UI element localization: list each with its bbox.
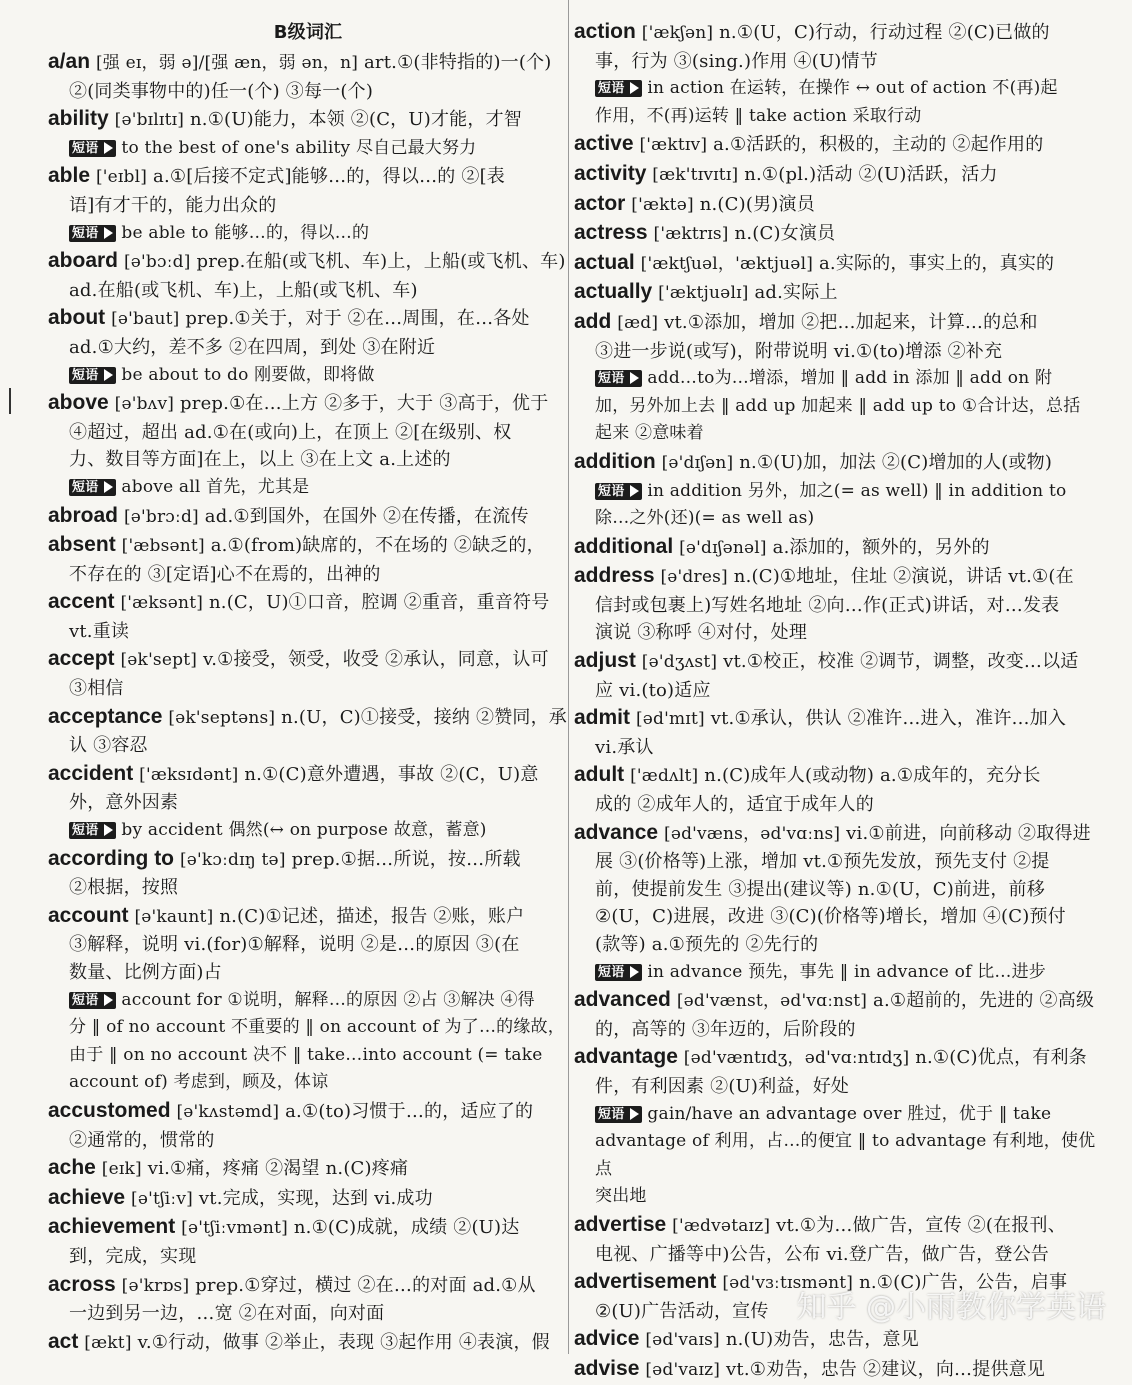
phrase-line: [48, 817, 568, 845]
dictionary-entry: [48, 1097, 568, 1154]
phrase-line: [574, 478, 1110, 506]
definition: a.①活跃的，积极的，主动的 ②起作用的: [707, 134, 1044, 156]
definition-continued: 前，使提前发生 ③提出(建议等) n.①(U，C)前进，前移: [595, 878, 1045, 900]
dictionary-entry: [574, 562, 1110, 647]
dictionary-entry: [574, 1355, 1110, 1385]
phrase-tag: 短语: [69, 225, 116, 242]
dictionary-entry: [48, 760, 568, 845]
dictionary-entry: [574, 1211, 1110, 1268]
phrase-text: 起来 ②意味着: [595, 423, 704, 444]
headword: advise: [574, 1356, 640, 1380]
dictionary-entry: [48, 1213, 568, 1270]
definition: vt.①劝告，忠告 ②建议，向…提供意见: [720, 1358, 1046, 1380]
headword: advertisement: [574, 1270, 717, 1294]
phrase-line: [48, 135, 568, 163]
definition: vi.①前进，向前移动 ②取得进: [840, 822, 1091, 844]
entry-first-line: [574, 160, 1110, 190]
dictionary-entry: [48, 588, 568, 645]
definition: v.①接受，领受，收受 ②承认，同意，认可: [197, 649, 549, 671]
dictionary-entry: [574, 1043, 1110, 1211]
phonetic: ['ædvətaɪz]: [672, 1215, 771, 1236]
phonetic: [əd'vaɪs]: [645, 1330, 720, 1351]
headword: addition: [574, 449, 656, 473]
entry-first-line: [48, 1154, 568, 1184]
definition: art.①(非特指的)一(个): [358, 52, 552, 73]
definition: prep.①关于，对于 ②在…周围，在…各处: [179, 308, 530, 330]
phrase-text: 分 ‖ of no account 不重要的 ‖ on account of 为了…的缘故，: [69, 1017, 565, 1038]
headword: active: [574, 132, 634, 156]
headword: abroad: [48, 503, 119, 527]
phrase-text: in action 在运转，在操作 ↔ out of action 不(再)起: [647, 78, 1058, 99]
headword: adjust: [574, 649, 636, 673]
headword: add: [574, 309, 612, 333]
dictionary-entry: [574, 647, 1110, 704]
definition-continued: ad.①大约，差不多 ②在四周，到处 ③在附近: [69, 336, 436, 358]
phrase-text: 除…之外(还)(= as well as): [595, 508, 815, 529]
phrase-line: [574, 959, 1110, 987]
headword: actor: [574, 191, 626, 215]
dictionary-entry: [48, 502, 568, 532]
headword: advance: [574, 820, 659, 844]
phrase-tag: 短语: [69, 140, 116, 157]
definition-continued: 语]有才干的，能力出众的: [69, 194, 277, 216]
definition-continued: 件，有利因素 ②(U)利益，好处: [595, 1075, 850, 1097]
entry-first-line: [574, 249, 1110, 279]
headword: absent: [48, 533, 116, 557]
definition: n.(C)成年人(或动物) a.①成年的，充分长: [698, 765, 1041, 787]
entry-first-line: [574, 819, 1110, 849]
phrase-line: [574, 103, 1110, 131]
phonetic: [ə'kɔːdɪŋ tə]: [179, 849, 286, 870]
definition-continued: 不存在的 ③[定语]心不在焉的，出神的: [69, 563, 381, 585]
entry-first-line: [48, 645, 568, 675]
definition: n.(C)(男)演员: [693, 193, 815, 215]
phonetic: [əd'væntɪdʒ，əd'vɑːntɪdʒ]: [683, 1048, 910, 1069]
phrase-tag: 短语: [595, 370, 642, 387]
phonetic: [ə'dʒʌst]: [641, 652, 718, 673]
headword: activity: [574, 161, 647, 185]
phrase-tag: 短语: [595, 483, 642, 500]
entry-first-line: [48, 1271, 568, 1301]
phrase-line: [574, 75, 1110, 103]
phrase-text: 突出地: [595, 1186, 647, 1207]
phonetic: [æk'tɪvɪtɪ]: [652, 164, 739, 185]
definition: vt.①添加，增加 ②把…加起来，计算…的总和: [658, 311, 1038, 333]
entry-first-line: [48, 760, 568, 790]
entry-first-line: [574, 1355, 1110, 1385]
definition: vt.完成，实现，达到 vi.成功: [193, 1187, 433, 1209]
definition: prep.①据…所说，按…所载: [285, 848, 521, 870]
entry-first-line: [48, 902, 568, 932]
headword: accent: [48, 590, 115, 614]
definition: a.①(to)习惯于…的，适应了的: [279, 1100, 534, 1122]
dictionary-entry: [48, 1328, 568, 1358]
watermark: 知乎 @小雨教你学英语: [796, 1290, 1106, 1325]
phonetic: [ə'tʃiːvmənt]: [181, 1218, 288, 1239]
entry-first-line: [48, 162, 568, 192]
phonetic: [əd'vaɪz]: [645, 1359, 721, 1380]
headword: advantage: [574, 1045, 678, 1069]
phonetic: [ə'kaunt]: [134, 906, 214, 927]
definition: ad.实际上: [748, 282, 838, 304]
dictionary-entry: [48, 1184, 568, 1214]
headword: account: [48, 903, 129, 927]
phrase-line: [48, 220, 568, 248]
definition-continued: 数量、比例方面)占: [69, 962, 222, 983]
definition-continued: 事，行为 ③(sing.)作用 ④(U)情节: [595, 50, 878, 72]
column-divider: [568, 0, 569, 1354]
definition: ad.①到国外，在国外 ②在传播，在流传: [198, 505, 529, 527]
headword: additional: [574, 534, 674, 558]
phrase-line: [48, 362, 568, 390]
phonetic: [æd]: [617, 312, 659, 333]
phrase-text: gain/have an advantage over 胜过，优于 ‖ take: [647, 1103, 1052, 1124]
dictionary-entry: [574, 448, 1110, 533]
phonetic: ['æktɪv]: [639, 135, 708, 156]
dictionary-entry: [48, 247, 568, 304]
definition: n.①(C)意外遭遇，事故 ②(C，U)意: [238, 763, 539, 785]
entry-first-line: [574, 18, 1110, 48]
phrase-text: 加，另外加上去 ‖ add up 加起来 ‖ add up to ①合计达，总括: [595, 395, 1081, 416]
headword: actress: [574, 221, 648, 245]
headword: ability: [48, 107, 109, 131]
definition: n.(U，C)①接受，接纳 ②赞同，承: [275, 706, 568, 728]
dictionary-entry: [48, 531, 568, 588]
definition: prep.①在…上方 ②多于，大于 ③高于，优于: [174, 393, 549, 415]
definition: n.(U)劝告，忠告，意见: [719, 1329, 919, 1351]
headword: advertise: [574, 1212, 667, 1236]
definition: n.①(C)成就，成绩 ②(U)达: [287, 1217, 520, 1239]
entry-first-line: [574, 448, 1110, 478]
headword: advice: [574, 1327, 640, 1351]
definition: n.①(U)能力，本领 ②(C，U)才能，才智: [184, 109, 522, 131]
definition: vt.①为…做广告，宣传 ②(在报刊、: [770, 1214, 1066, 1236]
definition-continued: 成的 ②成年人的，适宜于成年人的: [595, 794, 874, 816]
entry-first-line: [574, 308, 1110, 338]
definition: n.(C)①记述，描述，报告 ②账，账户: [213, 905, 525, 927]
phrase-text: by accident 偶然(↔ on purpose 故意，蓄意): [121, 820, 487, 841]
dictionary-entry: [574, 819, 1110, 987]
phrase-line: [48, 987, 568, 1015]
definition-continued: 展 ③(价格等)上涨，增加 vt.①预先发放，预先支付 ②提: [595, 851, 1050, 873]
phonetic: ['ækʃən]: [641, 23, 714, 43]
phonetic: ['æbsənt]: [121, 536, 205, 557]
phonetic: [ə'bʌv]: [114, 394, 175, 415]
entry-first-line: [574, 704, 1110, 734]
phonetic: [eɪk]: [101, 1159, 142, 1180]
headword: address: [574, 564, 655, 588]
dictionary-entry: [48, 902, 568, 1097]
definition-continued: 外，意外因素: [69, 792, 179, 814]
phrase-line: [574, 1183, 1110, 1211]
definition: n.(C)女演员: [728, 223, 836, 245]
definition-continued: 信封或包裹上)写姓名地址 ②向…作(正式)讲话，对…发表: [595, 594, 1060, 616]
dictionary-entry: [574, 190, 1110, 220]
phonetic: [ə'tʃiːv]: [130, 1188, 193, 1209]
headword: advanced: [574, 988, 671, 1012]
phrase-line: [574, 1101, 1110, 1129]
entry-first-line: [574, 219, 1110, 249]
definition: a.①(from)缺席的，不在场的 ②缺乏的，: [204, 535, 545, 557]
phrase-text: account for ①说明，解释…的原因 ②占 ③解决 ④得: [121, 989, 535, 1010]
entry-first-line: [48, 1097, 568, 1127]
phonetic: [əd'væns，əd'vɑːns]: [663, 823, 841, 844]
entry-first-line: [48, 48, 568, 78]
entry-first-line: [48, 703, 568, 733]
phonetic: ['æksənt]: [120, 593, 204, 614]
definition-continued: vi.承认: [595, 736, 654, 758]
definition: prep.①穿过，横过 ②在…的对面 ad.①从: [189, 1274, 536, 1296]
phrase-tag: 短语: [595, 80, 642, 97]
entry-first-line: [574, 647, 1110, 677]
dictionary-entry: [48, 105, 568, 162]
headword: action: [574, 20, 636, 43]
phrase-tag: 短语: [69, 992, 116, 1009]
definition: n.①(U，C)行动，行动过程 ②(C)已做的: [713, 22, 1050, 43]
phonetic: ['æktrɪs]: [653, 224, 729, 245]
phrase-tag: 短语: [69, 479, 116, 496]
headword: accident: [48, 761, 134, 785]
phrase-text: above all 首先，尤其是: [121, 476, 310, 497]
definition: vi.①痛，疼痛 ②渴望 n.(C)疼痛: [141, 1158, 409, 1180]
definition: v.①行动，做事 ②举止，表现 ③起作用 ④表演，假: [131, 1331, 550, 1353]
dictionary-entry: [574, 18, 1110, 130]
definition-continued: 应 vi.(to)适应: [595, 679, 711, 701]
phrase-line: [48, 1014, 568, 1042]
definition-continued: 演说 ③称呼 ④对付，处理: [595, 622, 808, 644]
phrase-line: [48, 1069, 568, 1097]
phonetic: [ə'dres]: [660, 567, 728, 588]
entry-first-line: [574, 1325, 1110, 1355]
section-title: B级词汇: [273, 22, 343, 43]
definition: vt.①校正，校准 ②调节，调整，改变…以适: [717, 651, 1079, 673]
headword: accept: [48, 647, 115, 671]
phonetic: [əd'mɪt]: [635, 709, 705, 730]
phonetic: [ə'bɔːd]: [123, 252, 191, 273]
definition-continued: ④超过，超出 ad.①在(或向)上，在顶上 ②[在级别、权: [69, 421, 512, 443]
phrase-tag: 短语: [595, 1106, 642, 1123]
dictionary-entry: [574, 249, 1110, 279]
headword: across: [48, 1272, 116, 1296]
entry-first-line: [48, 389, 568, 419]
entry-first-line: [48, 304, 568, 334]
entry-first-line: [48, 845, 568, 875]
headword: aboard: [48, 249, 119, 273]
headword: achieve: [48, 1185, 126, 1209]
dictionary-entry: [574, 308, 1110, 448]
definition: a.添加的，额外的，另外的: [766, 536, 990, 558]
entry-first-line: [574, 190, 1110, 220]
phrase-line: [574, 393, 1110, 421]
definition: n.①(C)广告，公告，启事: [853, 1272, 1068, 1294]
dictionary-entry: [574, 278, 1110, 308]
definition-continued: vt.重读: [69, 620, 130, 642]
entry-first-line: [574, 1043, 1110, 1073]
dictionary-entry: [574, 219, 1110, 249]
entry-first-line: [48, 531, 568, 561]
headword: acceptance: [48, 704, 163, 728]
phonetic: [ək'septəns]: [168, 707, 276, 728]
phonetic: [ə'dɪʃən]: [661, 452, 734, 473]
phonetic: ['æktjuəlɪ]: [658, 283, 749, 304]
dictionary-entry: [48, 1154, 568, 1184]
dictionary-entry: [48, 1271, 568, 1328]
definition-continued: ③相信: [69, 678, 124, 700]
phonetic: ['ædʌlt]: [630, 766, 699, 787]
entry-first-line: [48, 1328, 568, 1358]
dictionary-entry: [574, 704, 1110, 761]
definition: n.①(C)优点，有利条: [909, 1047, 1087, 1069]
phrase-line: [48, 1042, 568, 1070]
headword: actual: [574, 250, 635, 274]
phrase-text: be about to do 刚要做，即将做: [121, 364, 375, 385]
phonetic: ['æktə]: [631, 194, 694, 215]
definition-continued: ad.在船(或飞机、车)上，上船(或飞机、车): [69, 279, 418, 301]
headword: above: [48, 391, 109, 415]
phonetic: ['eɪbl]: [95, 167, 148, 188]
dictionary-entry: [48, 48, 568, 105]
definition-continued: 认 ③容忍: [69, 735, 148, 757]
phonetic: [ə'dɪʃənəl]: [679, 537, 767, 558]
entry-first-line: [574, 130, 1110, 160]
dictionary-entry: [48, 162, 568, 247]
entry-first-line: [574, 761, 1110, 791]
phonetic: [ə'kʌstəmd]: [176, 1101, 280, 1122]
right-column: [574, 18, 1110, 1385]
entry-first-line: [48, 1184, 568, 1214]
definition-continued: ③进一步说(或写)，附带说明 vi.①(to)增添 ②补充: [595, 340, 1003, 362]
definition-continued: ③解释，说明 vi.(for)①解释，说明 ②是…的原因 ③(在: [69, 934, 520, 956]
headword: actually: [574, 280, 653, 304]
headword: achievement: [48, 1215, 176, 1239]
definition: n.(C)①地址，住址 ②演说，讲话 vt.①(在: [727, 566, 1074, 588]
entry-first-line: [574, 1211, 1110, 1241]
headword: accustomed: [48, 1098, 171, 1122]
phrase-line: [574, 365, 1110, 393]
definition-continued: 力、数目等方面]在上，以上 ③在上文 a.上述的: [69, 449, 451, 471]
definition: n.①(pl.)活动 ②(U)活跃，活力: [738, 163, 998, 185]
entry-first-line: [574, 562, 1110, 592]
phonetic: [ək'sept]: [120, 650, 198, 671]
definition-continued: ②通常的，惯常的: [69, 1129, 215, 1151]
definition-continued: 一边到另一边，…宽 ②在对面，向对面: [69, 1303, 385, 1325]
entry-first-line: [48, 105, 568, 135]
phrase-line: [574, 420, 1110, 448]
definition-continued: (款等) a.①预先的 ②先行的: [595, 934, 819, 955]
phonetic: [强 eɪ，弱 ə]/[强 æn，弱 ən，n]: [95, 53, 359, 73]
phonetic: [əd'vɜːtɪsmənt]: [722, 1273, 854, 1294]
phrase-text: to the best of one's ability 尽自己最大努力: [121, 137, 477, 158]
dictionary-entry: [574, 761, 1110, 818]
entry-first-line: [48, 1213, 568, 1243]
headword: according to: [48, 846, 175, 870]
phonetic: [ə'baut]: [111, 309, 180, 330]
definition-continued: 的，高等的 ③年迈的，后阶段的: [595, 1018, 856, 1040]
phrase-text: advantage of 利用，占…的便宜 ‖ to advantage 有利地，使优点: [595, 1131, 1096, 1179]
definition: n.(C，U)①口音，腔调 ②重音，重音符号: [203, 592, 550, 614]
phrase-line: [574, 505, 1110, 533]
definition: vt.①承认，供认 ②准许…进入，准许…加入: [704, 708, 1067, 730]
entry-first-line: [48, 502, 568, 532]
phrase-text: in advance 预先，事先 ‖ in advance of 比…进步: [647, 961, 1047, 982]
dictionary-entry: [574, 160, 1110, 190]
phonetic: [ækt]: [84, 1332, 132, 1353]
definition: n.①(U)加，加法 ②(C)增加的人(或物): [733, 451, 1053, 473]
phonetic: ['æksɪdənt]: [139, 764, 239, 785]
entry-first-line: [48, 588, 568, 618]
definition: prep.在船(或飞机、车)上，上船(或飞机、车): [190, 251, 566, 273]
dictionary-entry: [574, 1325, 1110, 1355]
definition-continued: ②(同类事物中的)任一(个) ③每一(个): [69, 80, 374, 102]
headword: ache: [48, 1156, 96, 1180]
definition-continued: 到，完成，实现: [69, 1245, 197, 1267]
phrase-line: [574, 1128, 1110, 1183]
definition-continued: 电视、广播等中)公告，公布 vi.登广告，做广告，登公告: [595, 1243, 1049, 1265]
definition: a.实际的，事实上的，真实的: [813, 252, 1055, 274]
headword: act: [48, 1329, 79, 1353]
dictionary-entry: [48, 389, 568, 501]
definition-continued: ②(U，C)进展，改进 ③(C)(价格等)增长，增加 ④(C)预付: [595, 906, 1066, 928]
definition-continued: ②根据，按照: [69, 877, 179, 899]
phonetic: [ə'brɔːd]: [123, 506, 199, 527]
entry-first-line: [574, 533, 1110, 563]
definition: a.①超前的，先进的 ②高级: [867, 990, 1095, 1012]
phonetic: ['æktʃuəl，'æktjuəl]: [640, 253, 814, 274]
headword: a/an: [48, 50, 91, 73]
phrase-text: 作用，不(再)运转 ‖ take action 采取行动: [595, 105, 922, 126]
phrase-text: account of) 考虑到，顾及，体谅: [69, 1072, 329, 1093]
phrase-tag: 短语: [69, 367, 116, 384]
phrase-text: be able to 能够…的，得以…的: [121, 222, 370, 243]
dictionary-entry: [574, 533, 1110, 563]
dictionary-entry: [48, 845, 568, 902]
dictionary-entry: [48, 645, 568, 702]
phrase-tag: 短语: [595, 964, 642, 981]
dictionary-entry: [48, 703, 568, 760]
margin-pen-mark: [9, 388, 11, 414]
definition-continued: ②(U)广告活动，宣传: [595, 1300, 769, 1322]
entry-first-line: [574, 278, 1110, 308]
phrase-text: in addition 另外，加之(= as well) ‖ in addition to: [647, 480, 1067, 501]
dictionary-entry: [574, 986, 1110, 1043]
phrase-text: 由于 ‖ on no account 决不 ‖ take…into account (= take: [69, 1044, 543, 1065]
headword: able: [48, 164, 91, 188]
entry-first-line: [48, 247, 568, 277]
dictionary-entry: [48, 304, 568, 389]
entry-first-line: [574, 986, 1110, 1016]
headword: adult: [574, 763, 625, 787]
phonetic: [ə'krɒs]: [121, 1275, 190, 1296]
phrase-line: [48, 474, 568, 502]
definition: a.①[后接不定式]能够…的，得以…的 ②[表: [147, 166, 506, 188]
phrase-text: add…to为…增添，增加 ‖ add in 添加 ‖ add on 附: [647, 368, 1053, 389]
headword: about: [48, 306, 106, 330]
phrase-tag: 短语: [69, 822, 116, 839]
headword: admit: [574, 706, 631, 730]
left-column: [48, 18, 568, 1357]
phonetic: [ə'bɪlɪtɪ]: [114, 110, 185, 131]
dictionary-entry: [574, 130, 1110, 160]
phonetic: [əd'vænst，əd'vɑːnst]: [676, 991, 868, 1012]
